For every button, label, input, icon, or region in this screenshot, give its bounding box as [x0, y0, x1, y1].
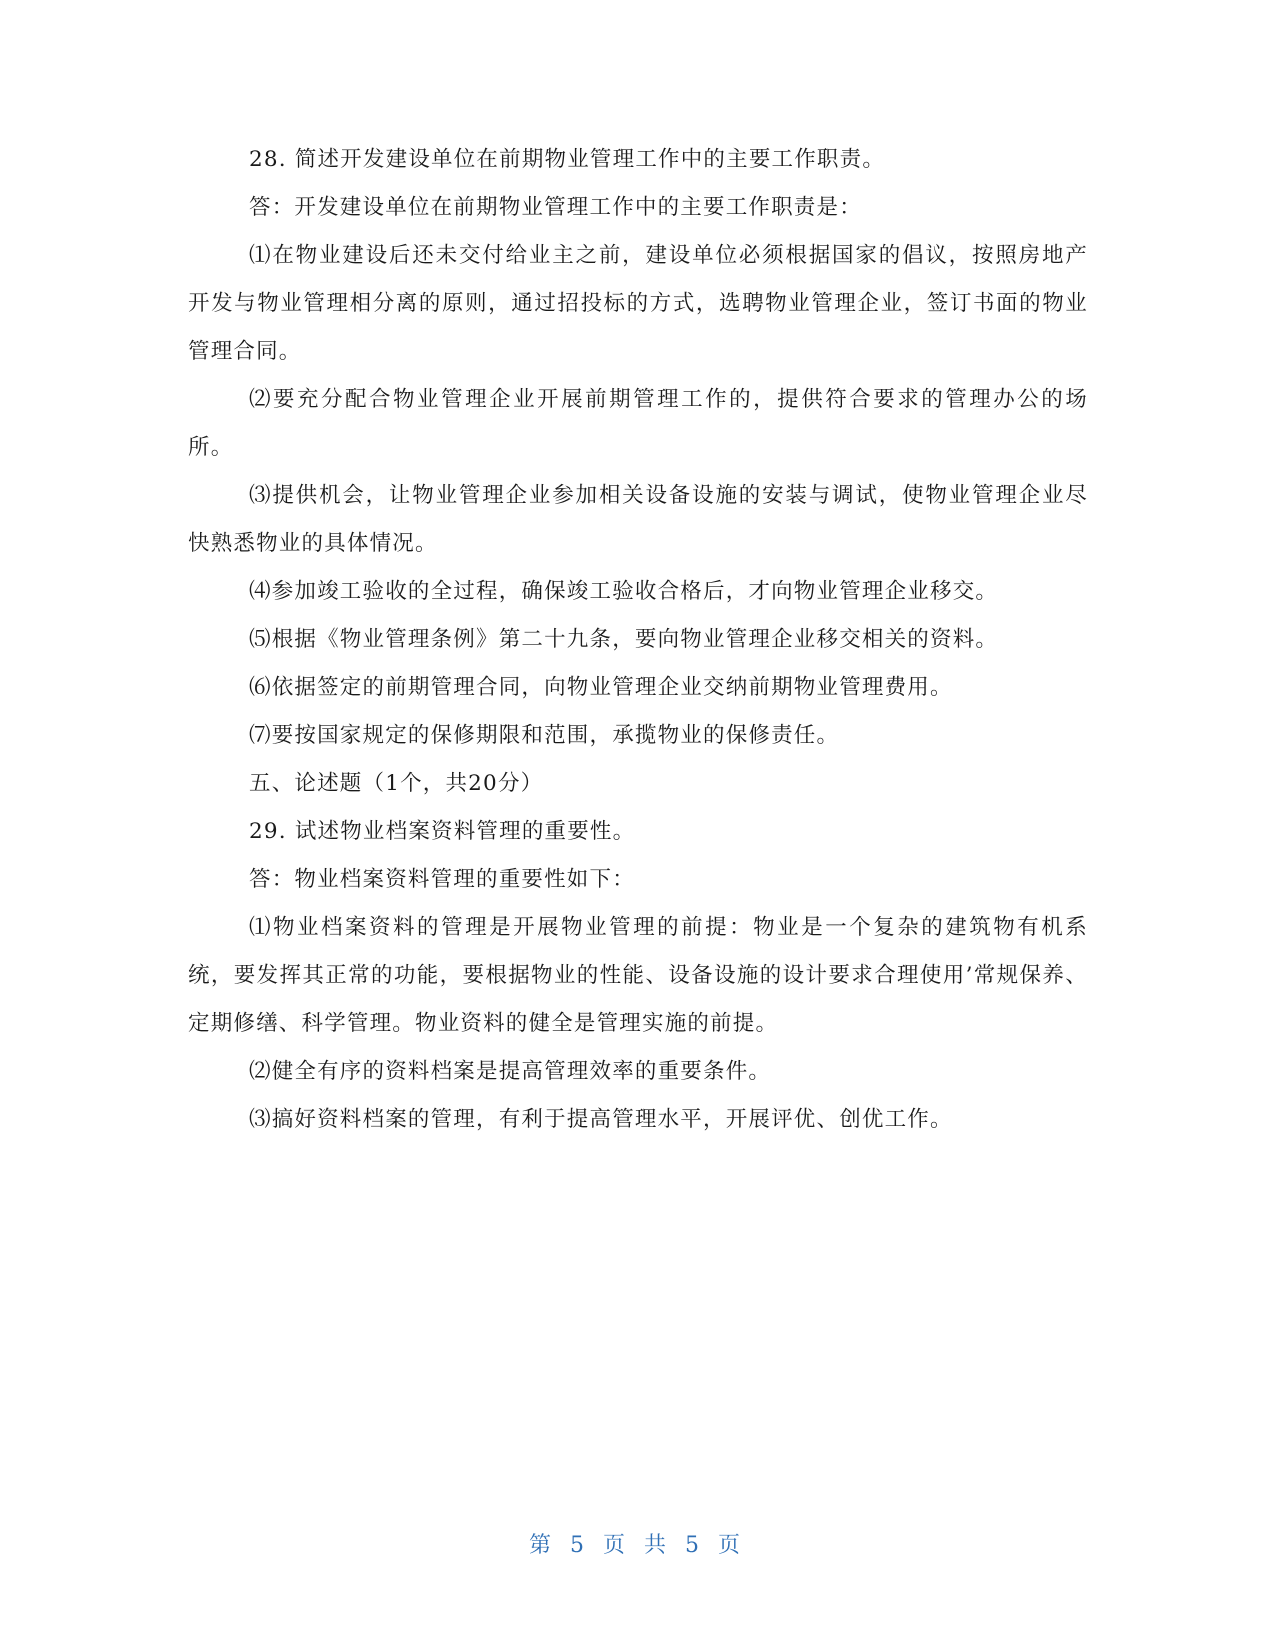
- answer-28-item-5: ⑸根据《物业管理条例》第二十九条，要向物业管理企业移交相关的资料。: [249, 627, 999, 652]
- answer-29-item-2: ⑵健全有序的资料档案是提高管理效率的重要条件。: [249, 1059, 772, 1084]
- answer-28-intro: 答：开发建设单位在前期物业管理工作中的主要工作职责是：: [249, 195, 862, 220]
- answer-28-item-6: ⑹依据签定的前期管理合同，向物业管理企业交纳前期物业管理费用。: [249, 675, 953, 700]
- answer-28-item-7: ⑺要按国家规定的保修期限和范围，承揽物业的保修责任。: [249, 723, 840, 748]
- question-28-title: 28. 简述开发建设单位在前期物业管理工作中的主要工作职责。: [249, 147, 886, 172]
- answer-28-item-4: ⑷参加竣工验收的全过程，确保竣工验收合格后，才向物业管理企业移交。: [249, 579, 999, 604]
- section-heading-essay: 五、论述题（1个，共20分）: [249, 771, 544, 796]
- question-29-title: 29. 试述物业档案资料管理的重要性。: [249, 819, 636, 844]
- answer-29-item-3: ⑶搞好资料档案的管理，有利于提高管理水平，开展评优、创优工作。: [249, 1107, 953, 1132]
- answer-29-item-1: ⑴物业档案资料的管理是开展物业管理的前提：物业是一个复杂的建筑物有机系统，要发挥其正常的功能，要根据物业的性能、设备设施的设计要求合理使用’常规保养、定期修缮、科学管理。物业资料的健全是管理实施的前提。: [188, 915, 1088, 1036]
- answer-28-item-1: ⑴在物业建设后还未交付给业主之前，建设单位必须根据国家的倡议，按照房地产开发与物业管理相分离的原则，通过招投标的方式，选聘物业管理企业，签订书面的物业管理合同。: [188, 243, 1088, 364]
- answer-29-intro: 答：物业档案资料管理的重要性如下：: [249, 867, 635, 892]
- answer-28-item-3: ⑶提供机会，让物业管理企业参加相关设备设施的安装与调试，使物业管理企业尽快熟悉物业的具体情况。: [188, 483, 1088, 556]
- answer-28-item-2: ⑵要充分配合物业管理企业开展前期管理工作的，提供符合要求的管理办公的场所。: [188, 387, 1088, 460]
- document-body: [188, 136, 1088, 1144]
- page-number-footer: 第 5 页 共 5 页: [529, 1533, 746, 1558]
